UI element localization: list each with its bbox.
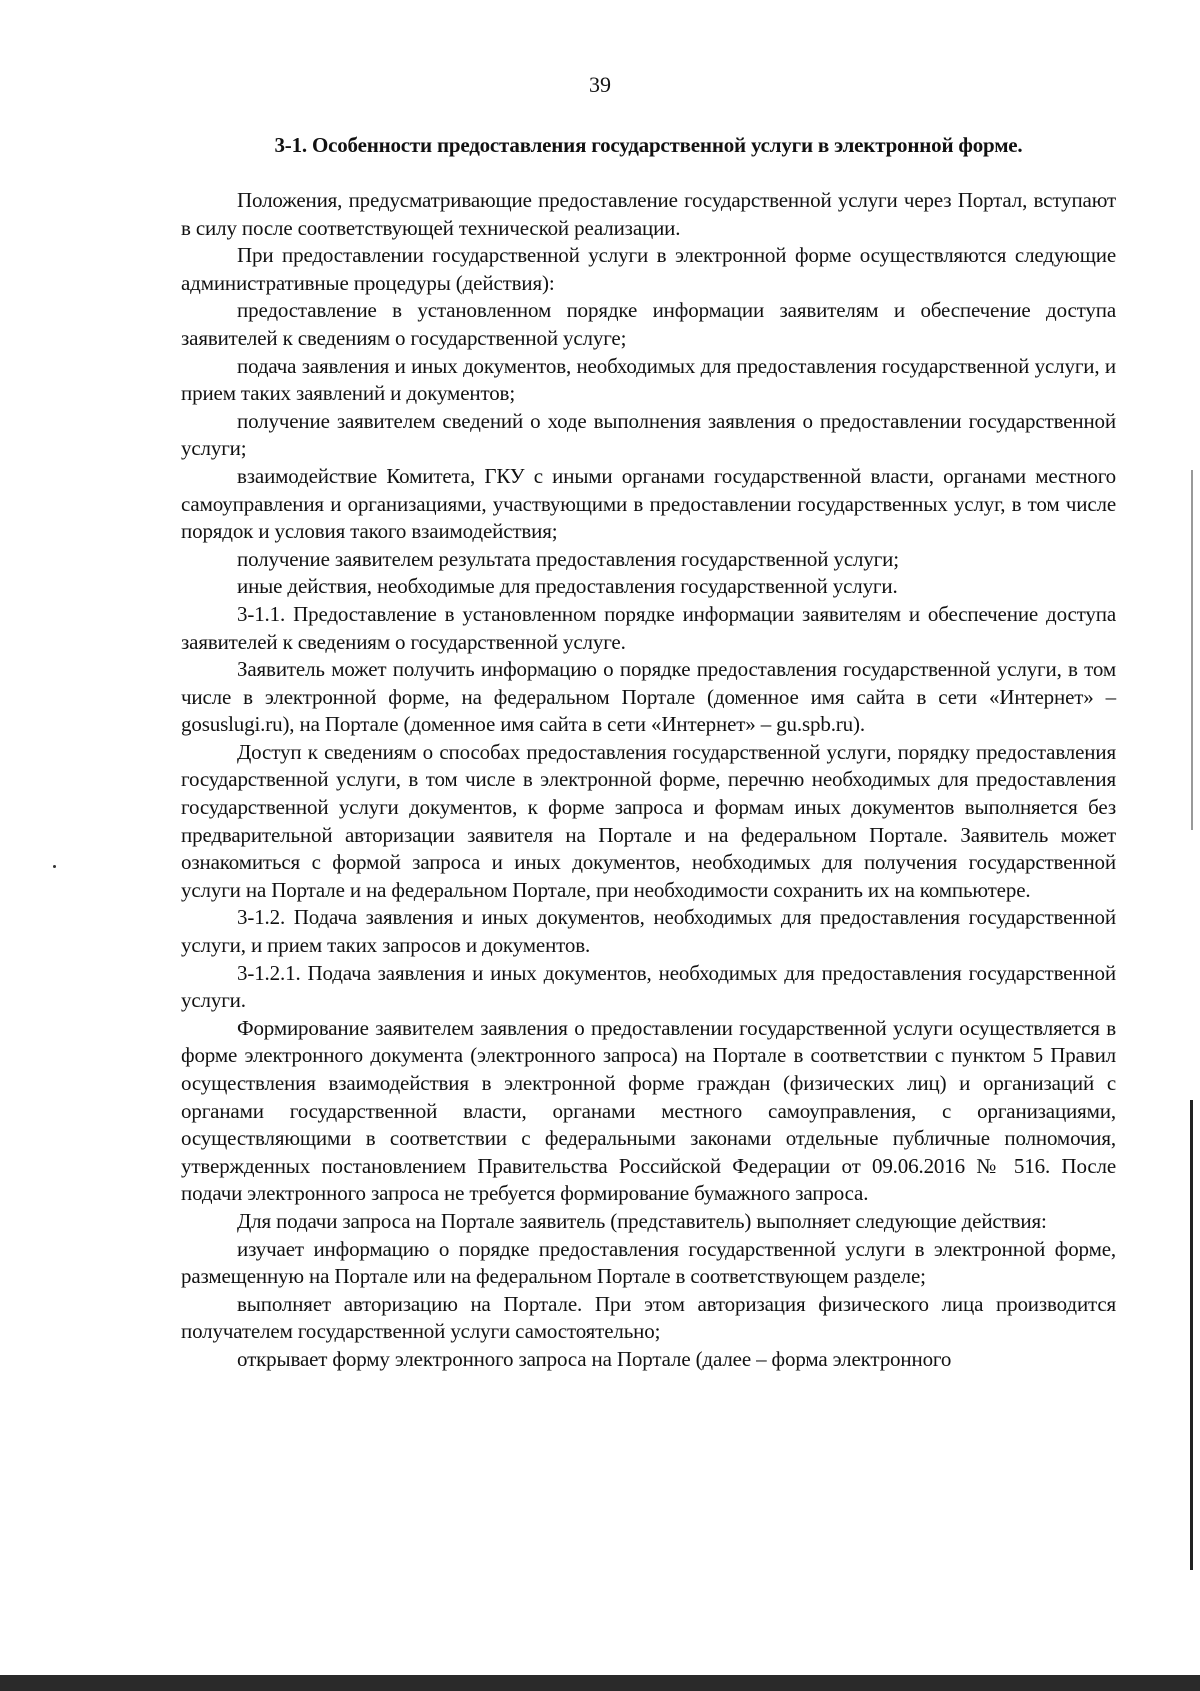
list-item: изучает информацию о порядке предоставления государственной услуги в электронной форме, размещенную на Портале или на федеральном Портале в соответствующем разделе; <box>181 1236 1116 1289</box>
scan-bottom-edge <box>0 1675 1200 1691</box>
paragraph: При предоставлении государственной услуги в электронной форме осуществляются следующие административные процедуры (действия): <box>181 243 1116 295</box>
list-item: иные действия, необходимые для предоставления государственной услуги. <box>237 574 898 599</box>
list-item: взаимодействие Комитета, ГКУ с иными органами государственной власти, органами местного самоуправления и организациями, участвующими в предоставлении государственных услуг, в том числе порядок и условия такого взаимодействия; <box>181 463 1116 544</box>
paragraph: Положения, предусматривающие предоставление государственной услуги через Портал, вступают в силу после соответствующей технической реализации. <box>181 188 1116 240</box>
scan-edge-line <box>1190 1100 1193 1570</box>
list-item: получение заявителем результата предоставления государственной услуги; <box>237 546 899 571</box>
scan-speck <box>53 865 56 868</box>
list-item: подача заявления и иных документов, необходимых для предоставления государственной услуги, и прием таких заявлений и документов; <box>181 353 1116 406</box>
section-heading: 3-1. Особенности предоставления государственной услуги в электронной форме. <box>274 133 1023 157</box>
paragraph: Доступ к сведениям о способах предоставления государственной услуги, порядку предоставления государственной услуги, в том числе в электронной форме, перечню необходимых для предоставления государственной услуги документов, к форме запроса и формам иных документов выполняется без предварительной авторизации заявителя на Портале и на федеральном Портале. Заявитель может ознакомиться с формой запроса и иных документов, необходимых для получения государственной услуги на Портале и на федеральном Портале, при необходимости сохранить их на компьютере. <box>181 739 1116 902</box>
list-item: получение заявителем сведений о ходе выполнения заявления о предоставлении государственной услуги; <box>181 408 1116 461</box>
page-number: 39 <box>589 72 611 97</box>
paragraph: Заявитель может получить информацию о порядке предоставления государственной услуги, в том числе в электронной форме, на федеральном Портале (доменное имя сайта в сети «Интернет» – gosuslugi.ru), на Портале (доменное имя сайта в сети «Интернет» – gu.spb.ru). <box>181 657 1116 737</box>
list-item: предоставление в установленном порядке информации заявителям и обеспечение доступа заявителей к сведениям о государственной услуге; <box>181 298 1116 350</box>
subsection-heading: 3-1.2. Подача заявления и иных документов, необходимых для предоставления государственной услуги, и прием таких запросов и документов. <box>181 905 1116 958</box>
list-item: открывает форму электронного запроса на Портале (далее – форма электронного <box>237 1346 952 1371</box>
paragraph: Формирование заявителем заявления о предоставлении государственной услуги осуществляется в форме электронного документа (электронного запроса) на Портале в соответствии с пунктом 5 Правил осуществления взаимодействия в электронной форме граждан (физических лиц) и организаций с органами государственной власти, органами местного самоуправления, с организациями, осуществляющими в соответствии с федеральными законами отдельные публичные полномочия, утвержденных постановлением Правительства Российской Федерации от 09.06.2016 № 516. После подачи электронного запроса не требуется формирование бумажного запроса. <box>181 1015 1116 1206</box>
document-body <box>181 187 1116 1374</box>
scan-edge-shadow <box>1191 470 1193 830</box>
paragraph: Для подачи запроса на Портале заявитель (представитель) выполняет следующие действия: <box>237 1208 1047 1233</box>
subsection-heading: 3-1.2.1. Подача заявления и иных документов, необходимых для предоставления государственной услуги. <box>181 960 1116 1013</box>
list-item: выполняет авторизацию на Портале. При этом авторизация физического лица производится получателем государственной услуги самостоятельно; <box>181 1291 1116 1344</box>
subsection-heading: 3-1.1. Предоставление в установленном порядке информации заявителям и обеспечение доступа заявителей к сведениям о государственной услуге. <box>181 601 1116 654</box>
